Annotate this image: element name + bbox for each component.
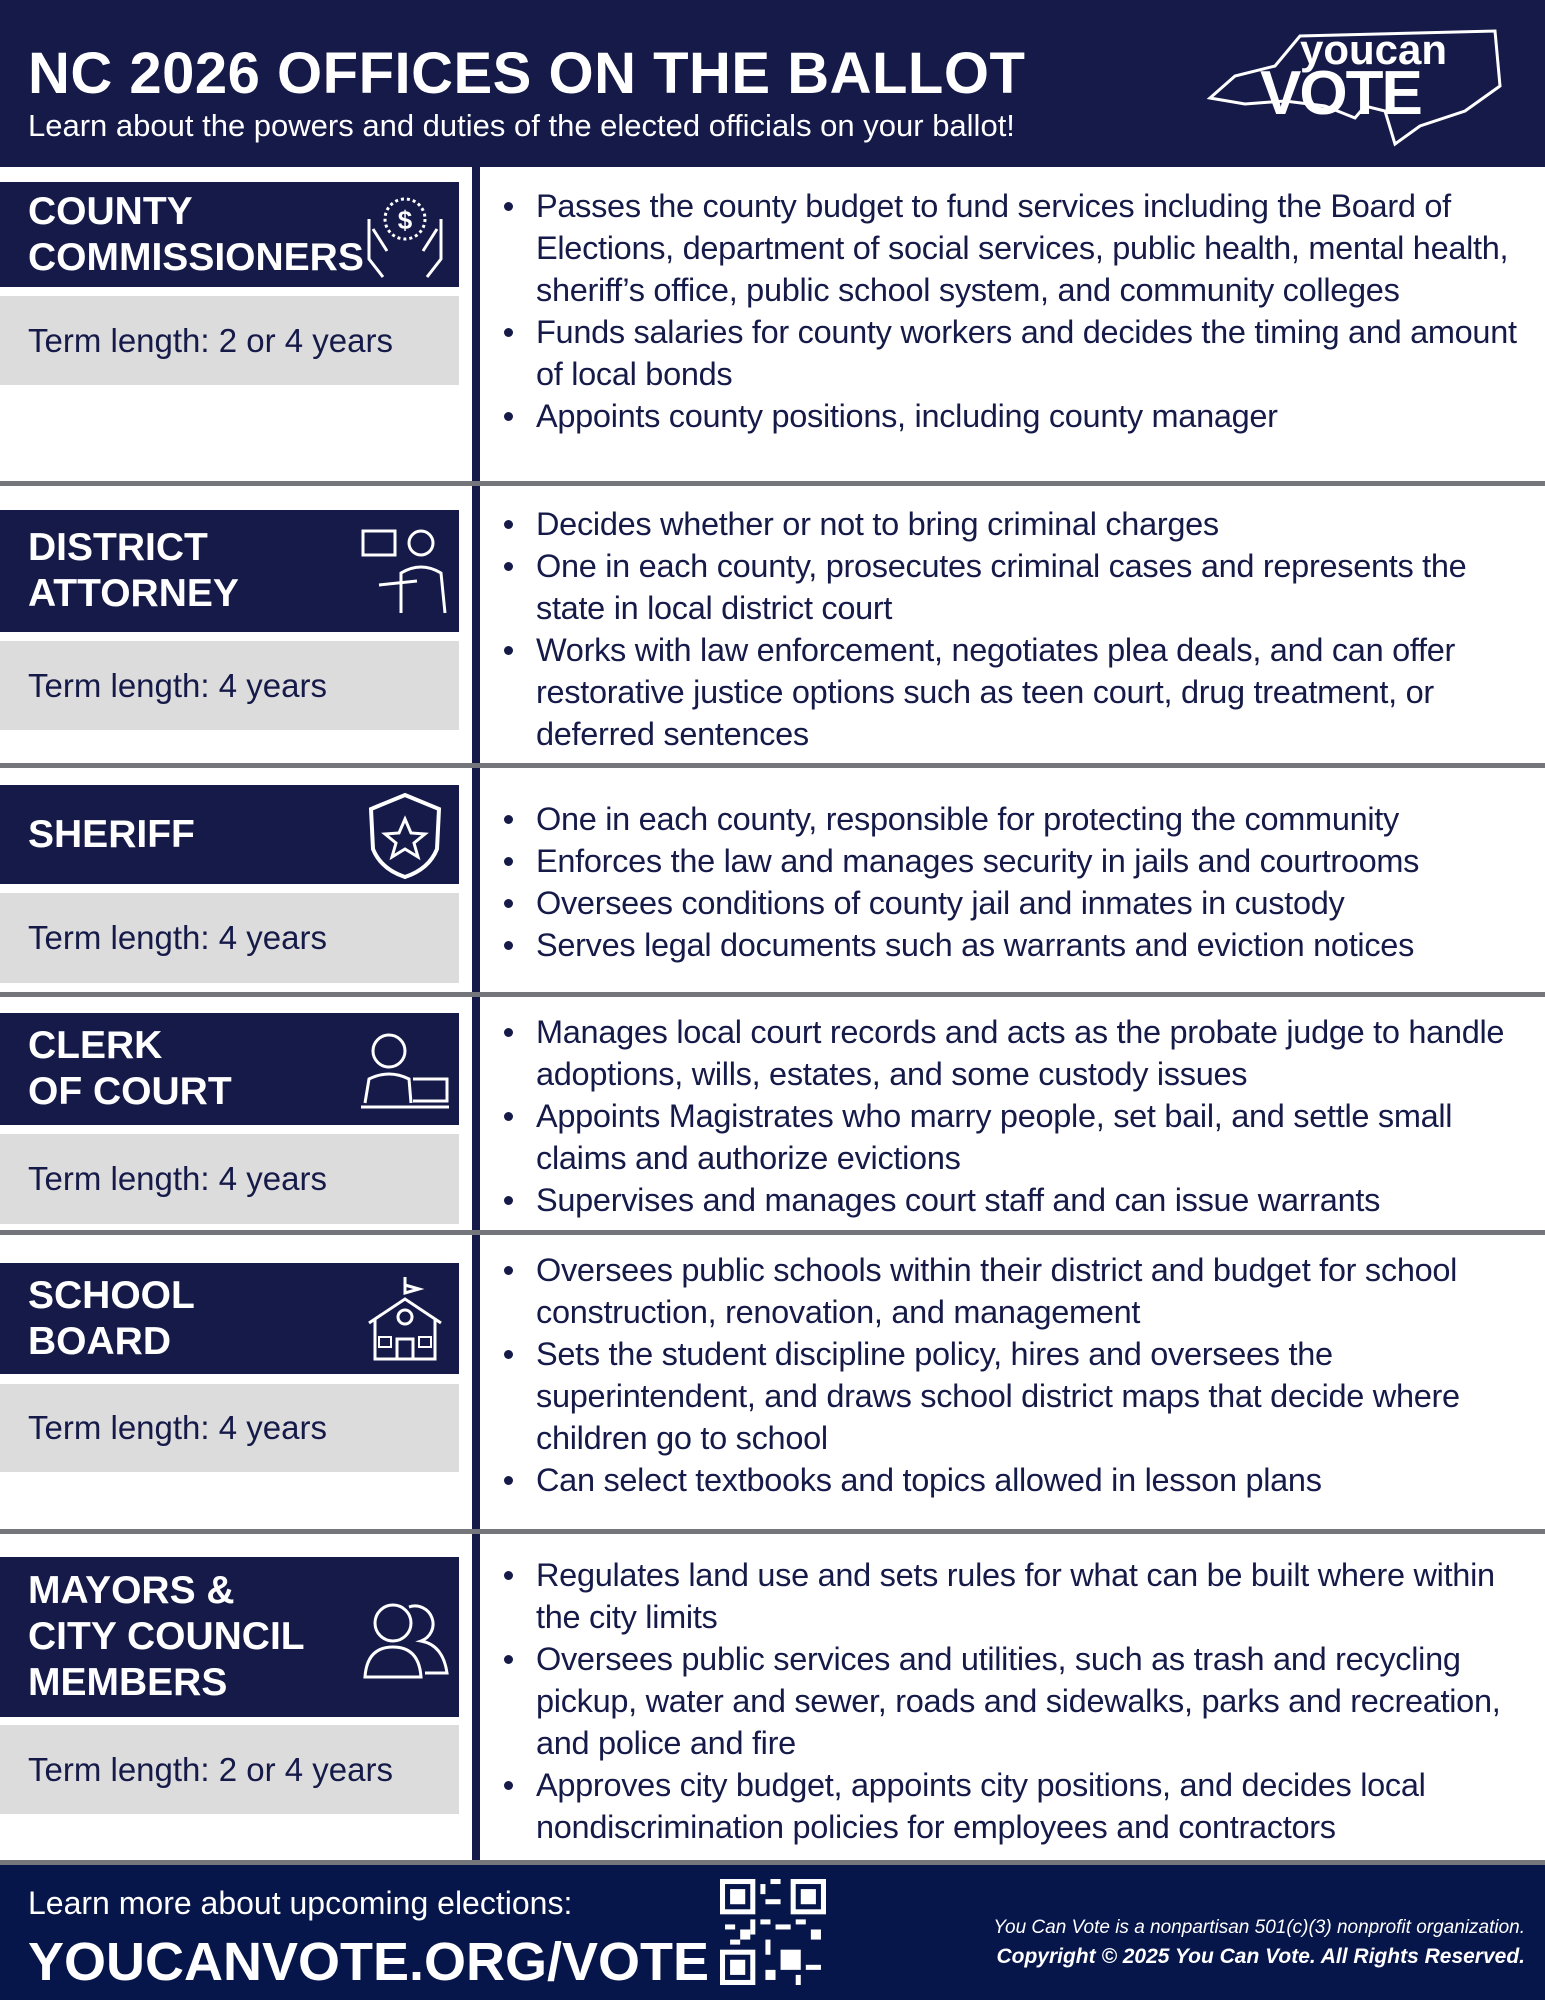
duty-item: Can select textbooks and topics allowed in lesson plans — [496, 1459, 1535, 1501]
office-title-line: COUNTY — [28, 189, 193, 233]
duty-item: Approves city budget, appoints city positions, and decides local nondiscrimination policies for employees and contractors — [496, 1764, 1535, 1848]
duty-item: Appoints Magistrates who marry people, set bail, and settle small claims and authorize evictions — [496, 1095, 1535, 1179]
office-title-line: OF COURT — [28, 1070, 232, 1113]
office-section — [0, 768, 1545, 997]
badge-icon — [359, 789, 451, 881]
office-title-line: MEMBERS — [28, 1661, 228, 1704]
term-length-text: Term length: 4 years — [28, 1160, 327, 1197]
duty-item: One in each county, prosecutes criminal cases and represents the state in local district court — [496, 545, 1535, 629]
svg-text:VOTE: VOTE — [1260, 59, 1421, 128]
duty-item: Works with law enforcement, negotiates plea deals, and can offer restorative justice options such as teen court, drug treatment, or deferred sentences — [496, 629, 1535, 755]
page-subtitle: Learn about the powers and duties of the elected officials on your ballot! — [28, 108, 1015, 143]
office-title-line: CLERK — [28, 1024, 163, 1067]
office-title-line: MAYORS & — [28, 1569, 235, 1612]
office-title-line: ATTORNEY — [28, 572, 239, 615]
term-length — [0, 641, 459, 730]
svg-text:$: $ — [397, 204, 413, 235]
attorney-icon — [359, 525, 451, 617]
school-icon — [359, 1273, 451, 1365]
duty-item: Supervises and manages court staff and can issue warrants — [496, 1179, 1535, 1221]
duties-list — [496, 185, 1535, 437]
office-section — [0, 167, 1545, 486]
term-length-text: Term length: 4 years — [28, 1409, 327, 1446]
duty-item: Regulates land use and sets rules for what can be built where within the city limits — [496, 1554, 1535, 1638]
footer — [0, 1865, 1545, 2000]
office-title-line: CITY COUNCIL — [28, 1615, 305, 1658]
duty-item: Sets the student discipline policy, hires and oversees the superintendent, and draws school district maps that decide where children go to school — [496, 1333, 1535, 1459]
duty-item: Oversees public schools within their district and budget for school construction, renovation, and management — [496, 1249, 1535, 1333]
website-link[interactable]: YOUCANVOTE.ORG/VOTE — [28, 1932, 710, 1992]
duties-list — [496, 1249, 1535, 1501]
svg-text:youcan: youcan — [1300, 26, 1448, 73]
duty-item: Serves legal documents such as warrants and eviction notices — [496, 924, 1535, 966]
duty-item: One in each county, responsible for protecting the community — [496, 798, 1535, 840]
clerk-desk-icon — [359, 1023, 451, 1115]
copyright-text: Copyright © 2025 You Can Vote. All Rights Reserved. — [996, 1945, 1525, 1968]
duty-item: Funds salaries for county workers and decides the timing and amount of local bonds — [496, 311, 1535, 395]
office-title-line: COMMISSIONERS — [28, 235, 364, 279]
office-title-box — [0, 1557, 459, 1717]
term-length-text: Term length: 4 years — [28, 919, 327, 956]
learn-more-text: Learn more about upcoming elections: — [28, 1885, 573, 1921]
term-length — [0, 1384, 459, 1472]
office-title-box — [0, 182, 459, 287]
you-can-vote-logo — [1205, 26, 1505, 151]
term-length — [0, 296, 459, 385]
duty-item: Manages local court records and acts as the probate judge to handle adoptions, wills, estates, and some custody issues — [496, 1011, 1535, 1095]
duties-list — [496, 503, 1535, 755]
duty-item: Passes the county budget to fund services including the Board of Elections, department of social services, public health, mental health, sheriff’s office, public school system, and community colleges — [496, 185, 1535, 311]
office-title-box — [0, 510, 459, 632]
duty-item: Enforces the law and manages security in jails and courtrooms — [496, 840, 1535, 882]
duty-item: Oversees public services and utilities, such as trash and recycling pickup, water and sewer, roads and sidewalks, parks and recreation, and police and fire — [496, 1638, 1535, 1764]
page-title: NC 2026 OFFICES ON THE BALLOT — [28, 41, 1026, 106]
office-section — [0, 1534, 1545, 1865]
office-title-line: DISTRICT — [28, 526, 208, 569]
duties-list — [496, 1011, 1535, 1221]
money-hands-icon — [359, 189, 451, 281]
office-section — [0, 486, 1545, 768]
duties-list — [496, 798, 1535, 966]
header — [0, 0, 1545, 167]
office-title-line: SCHOOL — [28, 1273, 195, 1317]
nonprofit-note: You Can Vote is a nonpartisan 501(c)(3) nonprofit organization. — [993, 1917, 1525, 1938]
term-length-text: Term length: 2 or 4 years — [28, 1750, 393, 1788]
term-length-text: Term length: 2 or 4 years — [28, 321, 393, 359]
duty-item: Appoints county positions, including county manager — [496, 395, 1535, 437]
term-length — [0, 1134, 459, 1224]
people-icon — [359, 1591, 451, 1683]
office-title-box — [0, 785, 459, 884]
qr-code-icon[interactable] — [720, 1879, 826, 1985]
term-length — [0, 1725, 459, 1814]
duty-item: Decides whether or not to bring criminal charges — [496, 503, 1535, 545]
office-title-line: SHERIFF — [28, 812, 195, 856]
office-title-box — [0, 1263, 459, 1374]
duties-list — [496, 1554, 1535, 1848]
office-title-line: BOARD — [28, 1319, 171, 1363]
term-length-text: Term length: 4 years — [28, 666, 327, 704]
office-section — [0, 997, 1545, 1235]
duty-item: Oversees conditions of county jail and inmates in custody — [496, 882, 1535, 924]
term-length — [0, 893, 459, 983]
office-title-box — [0, 1013, 459, 1125]
office-section — [0, 1235, 1545, 1534]
